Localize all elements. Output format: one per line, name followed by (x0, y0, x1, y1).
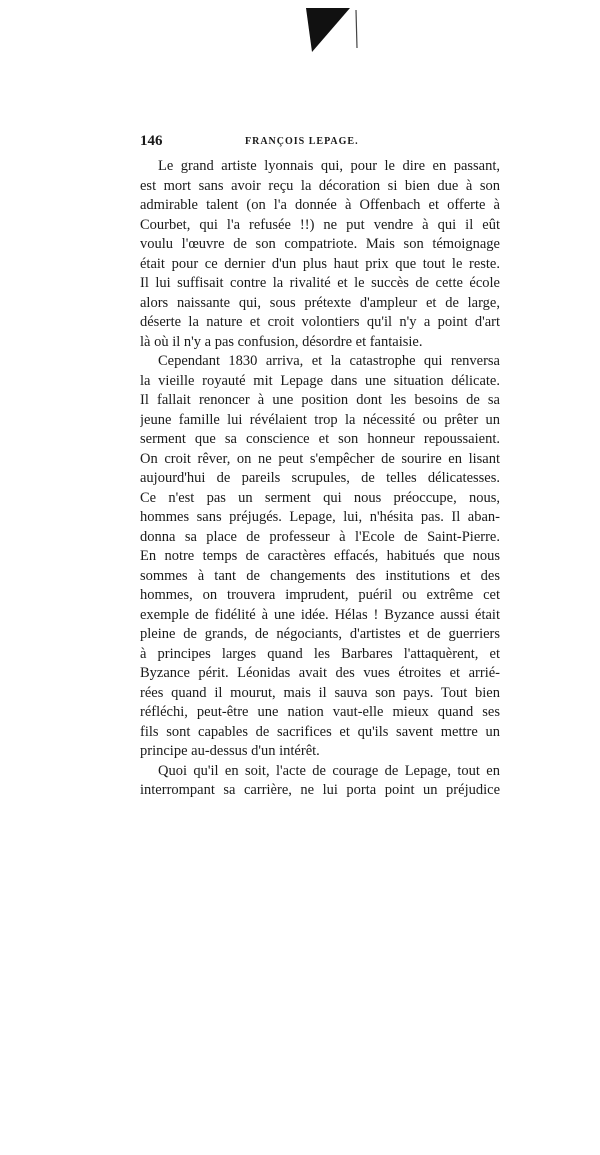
text-line: Cependant 1830 arriva, et la catastrophe qui renversa (158, 353, 500, 369)
body-text (140, 157, 500, 801)
text-line: hommes sans préjugés. Lepage, lui, n'hésita pas. Il aban- (140, 509, 500, 525)
paragraph (140, 762, 500, 801)
paragraph (140, 352, 500, 762)
text-line: pleine de grands, de négociants, d'artistes et de guerriers (140, 626, 500, 642)
text-line: aujourd'hui de pareils scrupules, de telles délicatesses. (140, 470, 500, 486)
page-number: 146 (140, 133, 163, 149)
text-line: la vieille royauté mit Lepage dans une situation délicate. (140, 372, 500, 389)
text-line: serment que sa conscience et son honneur repoussaient. (140, 431, 500, 447)
text-line: déserte la nature et croit volontiers qu'il n'y a point d'art (140, 314, 500, 330)
text-line: sommes à tant de changements des institutions et des (140, 567, 500, 584)
text-line: était pour ce dernier d'un plus haut prix que tout le reste. (140, 255, 500, 272)
text-line: Ce n'est pas un serment qui nous préoccupe, nous, (140, 489, 500, 506)
text-line: donna sa place de professeur à l'Ecole de Saint-Pierre. (140, 528, 500, 545)
running-title: FRANÇOIS LEPAGE. (245, 136, 359, 147)
text-line: là où il n'y a pas confusion, désordre et fantaisie. (140, 333, 423, 350)
scan-corner-mark (306, 8, 360, 54)
text-line: interrompant sa carrière, ne lui porta point un préjudice (140, 782, 500, 798)
text-line: principe au-dessus d'un intérêt. (140, 743, 320, 759)
text-line: En notre temps de caractères effacés, habitués que nous (140, 548, 500, 564)
text-line: jeune famille lui révélaient trop la nécessité ou prêter un (140, 411, 500, 428)
text-line: admirable talent (on l'a donnée à Offenbach et offerte à (140, 197, 500, 213)
paragraph (140, 157, 500, 352)
page-header (140, 133, 500, 153)
text-line: Il fallait renoncer à une position dont les besoins de sa (140, 392, 500, 408)
text-line: Quoi qu'il en soit, l'acte de courage de Lepage, tout en (158, 762, 500, 779)
text-line: à principes larges quand les Barbares l'attaquèrent, et (140, 645, 500, 662)
text-line: rées quand il mourut, mais il sauva son pays. Tout bien (140, 684, 500, 701)
text-line: Byzance périt. Léonidas avait des vues étroites et arrié- (140, 665, 500, 681)
text-line: On croit rêver, on ne peut s'empêcher de sourire en lisant (140, 450, 500, 467)
text-line: exemple de fidélité à une idée. Hélas ! Byzance aussi était (140, 606, 500, 623)
text-line: Il lui suffisait contre la rivalité et le succès de cette école (140, 275, 500, 291)
text-line: est mort sans avoir reçu la décoration si bien due à son (140, 177, 500, 194)
text-line: voulu l'œuvre de son compatriote. Mais son témoignage (140, 236, 500, 252)
text-line: Courbet, qui l'a refusée !!) ne put vendre à qui il eût (140, 216, 500, 233)
black-triangle-mark (306, 8, 350, 52)
text-line: hommes, on trouvera imprudent, puéril ou extrême cet (140, 587, 500, 603)
text-line: réfléchi, peut-être une nation vaut-elle mieux quand ses (140, 704, 500, 720)
scan-line-mark (356, 10, 357, 48)
text-line: alors naissante qui, sous prétexte d'ampleur et de large, (140, 294, 500, 311)
text-line: fils sont capables de sacrifices et qu'ils savent mettre un (140, 723, 500, 740)
text-line: Le grand artiste lyonnais qui, pour le dire en passant, (158, 158, 500, 174)
